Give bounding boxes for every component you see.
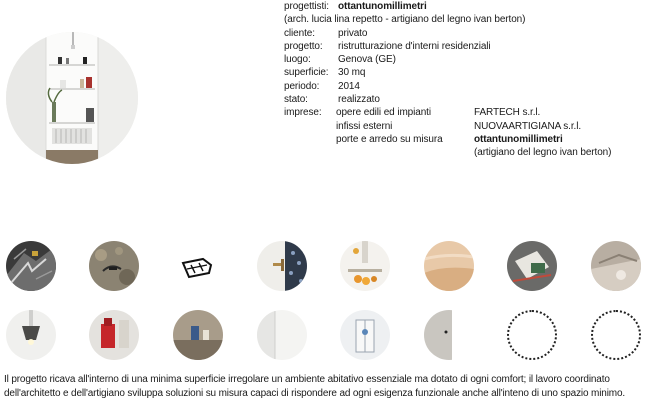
info-row-progetto	[284, 40, 644, 53]
info-row-imprese-1	[284, 106, 644, 119]
value-stato: realizzato	[338, 94, 380, 106]
label-imprese: imprese:	[284, 107, 322, 119]
thumb-6-image	[424, 241, 474, 291]
info-row-luogo	[284, 53, 644, 66]
thumb-photo-12[interactable]	[257, 310, 307, 360]
thumb-photo-5[interactable]	[340, 241, 390, 291]
value-superficie: 30 mq	[338, 67, 366, 79]
imprese-work-3: porte e arredo su misura	[336, 133, 443, 145]
info-row-imprese-2	[284, 120, 644, 133]
thumb-14-image	[424, 310, 474, 360]
info-row-progettisti-note	[284, 13, 644, 26]
description-line-2: dell'architetto e dell'artigiano sviluppa soluzioni su misura capaci di rispondere ad ogni esigenza funzionale anche all'inteno di uno spazio minimo.	[4, 388, 625, 399]
thumb-11-image	[173, 310, 223, 360]
thumb-photo-1[interactable]	[6, 241, 56, 291]
info-row-periodo	[284, 80, 644, 93]
label-cliente: cliente:	[284, 27, 315, 39]
info-row-imprese-3	[284, 133, 644, 146]
thumb-photo-13[interactable]	[340, 310, 390, 360]
label-progetto: progetto:	[284, 40, 323, 52]
value-periodo: 2014	[338, 80, 360, 92]
hero-photo[interactable]	[6, 32, 138, 164]
description-line-1: Il progetto ricava all'interno di una minima superficie irregolare un ambiente abitativo essenziale ma dotato di ogni comfort; il lavoro coordinato	[4, 374, 610, 385]
label-luogo: luogo:	[284, 54, 311, 66]
thumb-photo-11[interactable]	[173, 310, 223, 360]
thumb-photo-14[interactable]	[424, 310, 474, 360]
info-row-imprese-note	[284, 146, 644, 159]
note-progettisti: (arch. lucia lina repetto - artigiano del legno ivan berton)	[284, 14, 526, 26]
thumb-photo-4[interactable]	[257, 241, 307, 291]
imprese-note: (artigiano del legno ivan berton)	[474, 147, 612, 159]
value-cliente: privato	[338, 27, 368, 39]
label-superficie: superficie:	[284, 67, 329, 79]
thumb-10-image	[89, 310, 139, 360]
thumb-2-image	[89, 241, 139, 291]
info-row-progettisti	[284, 0, 644, 13]
thumb-photo-9[interactable]	[6, 310, 56, 360]
imprese-company-3: ottantunomillimetri	[474, 133, 563, 145]
label-progettisti: progettisti:	[284, 1, 329, 12]
thumb-13-image	[340, 310, 390, 360]
info-row-superficie	[284, 66, 644, 79]
thumb-photo-2[interactable]	[89, 241, 139, 291]
thumb-12-image	[257, 310, 307, 360]
thumb-photo-6[interactable]	[424, 241, 474, 291]
value-luogo: Genova (GE)	[338, 54, 396, 66]
thumb-5-image	[340, 241, 390, 291]
value-progettisti: ottantunomillimetri	[338, 1, 427, 12]
thumb-4-image	[257, 241, 307, 291]
thumb-photo-10[interactable]	[89, 310, 139, 360]
label-periodo: periodo:	[284, 80, 320, 92]
thumb-photo-7[interactable]	[507, 241, 557, 291]
project-description	[4, 373, 644, 401]
imprese-company-1: FARTECH s.r.l.	[474, 107, 541, 119]
thumb-9-image	[6, 310, 56, 360]
imprese-work-2: infissi esterni	[336, 120, 393, 132]
thumb-3-image	[173, 241, 223, 291]
project-info	[284, 0, 644, 160]
thumb-8-image	[591, 241, 641, 291]
empty-thumb-placeholder-2	[591, 310, 641, 360]
imprese-company-2: NUOVAARTIGIANA s.r.l.	[474, 120, 581, 132]
info-row-stato	[284, 93, 644, 106]
value-progetto: ristrutturazione d'interni residenziali	[338, 40, 491, 52]
thumb-1-image	[6, 241, 56, 291]
hero-shelving-illustration	[6, 32, 138, 164]
thumb-7-image	[507, 241, 557, 291]
thumb-photo-8[interactable]	[591, 241, 641, 291]
thumb-photo-3[interactable]	[173, 241, 223, 291]
label-stato: stato:	[284, 94, 308, 106]
imprese-work-1: opere edili ed impianti	[336, 107, 431, 119]
info-row-cliente	[284, 27, 644, 40]
empty-thumb-placeholder-1	[507, 310, 557, 360]
